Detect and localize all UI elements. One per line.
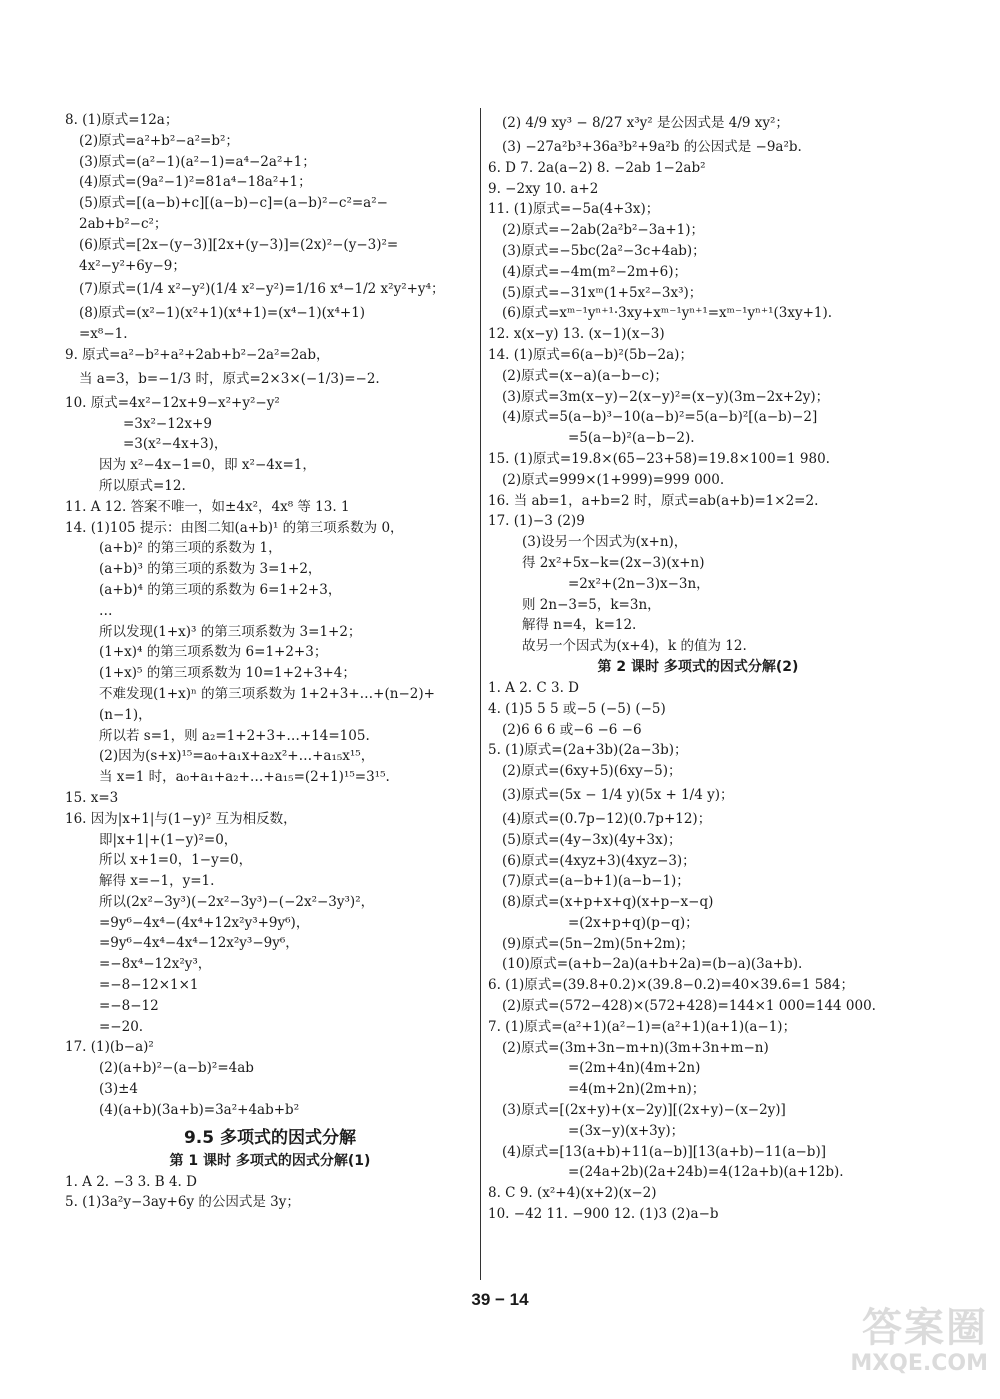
answer-line: 17. (1)−3 (2)9	[488, 513, 585, 530]
answer-line: 1. A 2. −3 3. B 4. D	[65, 1173, 197, 1190]
answer-line: (9)原式=(5n−2m)(5n+2m)；	[502, 935, 694, 952]
answer-line: =(2m+4n)(4m+2n)	[568, 1060, 701, 1077]
answer-line: (2)原式=(3m+3n−m+n)(3m+3n+m−n)	[502, 1039, 769, 1056]
answer-line: =5(a−b)²(a−b−2).	[568, 430, 695, 447]
answer-line: (6)原式=xᵐ⁻¹yⁿ⁺¹·3xy+xᵐ⁻¹yⁿ⁺¹=xᵐ⁻¹yⁿ⁺¹(3xy+1).	[502, 305, 833, 322]
answer-line: (4)(a+b)(3a+b)=3a²+4ab+b²	[99, 1101, 300, 1118]
answer-line: (3)原式=3m(x−y)−2(x−y)²=(x−y)(3m−2x+2y)；	[502, 388, 830, 405]
answer-line: 所以 x+1=0，1−y=0，	[99, 852, 253, 869]
right-column	[488, 110, 908, 1225]
answer-line: =9y⁶−4x⁴−4x⁴−12x²y³−9y⁶，	[99, 935, 299, 952]
answer-line: 14. (1)105 提示：由图二知(a+b)¹ 的第三项系数为 0，	[65, 519, 404, 536]
answer-line: 因为 x²−4x−1=0，即 x²−4x=1，	[99, 457, 316, 474]
answer-line: 12. x(x−y) 13. (x−1)(x−3)	[488, 326, 665, 343]
answer-line: =9y⁶−4x⁴−(4x⁴+12x²y³+9y⁶)，	[99, 914, 310, 931]
answer-line: 10. −42 11. −900 12. (1)3 (2)a−b	[488, 1206, 719, 1223]
watermark-text: 答案圈	[862, 1305, 988, 1351]
answer-line: 解得 x=−1，y=1.	[99, 873, 215, 890]
answer-line: =3x²−12x+9	[123, 415, 212, 432]
answer-line: (2)6 6 6 或−6 −6 −6	[502, 721, 642, 738]
answer-line: 故另一个因式为(x+4)，k 的值为 12.	[522, 638, 747, 655]
answer-line: 16. 因为|x+1|与(1−y)² 互为相反数，	[65, 810, 297, 827]
page-number: 39 − 14	[471, 1290, 529, 1309]
answer-line: (2)(a+b)²−(a−b)²=4ab	[99, 1060, 254, 1077]
watermark-logo	[813, 1305, 988, 1385]
answer-line: 不难发现(1+x)ⁿ 的第三项系数为 1+2+3+…+(n−2)+	[99, 685, 435, 702]
answer-line: 所以(2x²−3y³)(−2x²−3y³)−(−2x²−3y³)²，	[99, 893, 375, 910]
answer-line: (7)原式=(1/4 x²−y²)(1/4 x²−y²)=1/16 x⁴−1/2 x²y²+y⁴；	[79, 281, 445, 298]
answer-line: (4)原式=−4m(m²−2m+6)；	[502, 263, 687, 280]
answer-line: (1+x)⁵ 的第三项系数为 10=1+2+3+4；	[99, 665, 356, 682]
answer-line: =x⁸−1.	[79, 326, 128, 343]
column-divider	[480, 108, 481, 1280]
answer-line: (8)原式=(x²−1)(x²+1)(x⁴+1)=(x⁴−1)(x⁴+1)	[79, 305, 366, 322]
answer-line: 即|x+1|+(1−y)²=0，	[99, 831, 238, 848]
answer-line: 15. (1)原式=19.8×(65−23+58)=19.8×100=1 980.	[488, 450, 830, 467]
answer-line: …	[99, 602, 113, 619]
answer-line: (2)原式=(6xy+5)(6xy−5)；	[502, 763, 682, 780]
watermark-url: MXQE.COM	[850, 1351, 988, 1376]
answer-line: (10)原式=(a+b−2a)(a+b+2a)=(b−a)(3a+b).	[502, 956, 803, 973]
answer-line: (3)原式=(5x − 1/4 y)(5x + 1/4 y)；	[502, 786, 734, 803]
answer-line: 4. (1)5 5 5 或−5 (−5) (−5)	[488, 700, 666, 717]
answer-line: =(2x+p+q)(p−q)；	[568, 914, 699, 931]
lesson-title: 第 2 课时 多项式的因式分解(2)	[597, 658, 799, 675]
answer-line: (2) 4/9 xy³ − 8/27 x³y² 是公因式是 4/9 xy²；	[502, 115, 789, 131]
answer-line: (2)原式=999×(1+999)=999 000.	[502, 471, 725, 488]
answer-line: 17. (1)(b−a)²	[65, 1039, 154, 1056]
answer-line: (3)原式=−5bc(2a²−3c+4ab)；	[502, 242, 706, 259]
answer-line: =−8−12×1×1	[99, 977, 199, 994]
answer-line: (2)原式=−2ab(2a²b²−3a+1)；	[502, 222, 705, 239]
answer-line: (5)原式=(4y−3x)(4y+3x)；	[502, 831, 682, 848]
answer-line: =3(x²−4x+3)，	[123, 436, 228, 453]
answer-line: 10. 原式=4x²−12x+9−x²+y²−y²	[65, 394, 280, 411]
answer-line: 16. 当 ab=1，a+b=2 时，原式=ab(a+b)=1×2=2.	[488, 492, 819, 509]
answer-line: (4)原式=(9a²−1)²=81a⁴−18a²+1；	[79, 174, 312, 191]
answer-line: 14. (1)原式=6(a−b)²(5b−2a)；	[488, 346, 693, 363]
answer-line: (3)设另一个因式为(x+n)，	[522, 534, 688, 551]
answer-line: =−8x⁴−12x²y³，	[99, 956, 212, 973]
answer-line: 1. A 2. C 3. D	[488, 679, 579, 696]
answer-line: 5. (1)3a²y−3ay+6y 的公因式是 3y；	[65, 1194, 300, 1211]
answer-line: =(24a+2b)(2a+24b)=4(12a+b)(a+12b).	[568, 1164, 844, 1181]
lesson-title: 第 1 课时 多项式的因式分解(1)	[169, 1152, 371, 1169]
answer-line: (4)原式=5(a−b)³−10(a−b)²=5(a−b)²[(a−b)−2]	[502, 409, 818, 426]
answer-line: 2ab+b²−c²；	[79, 215, 168, 232]
answer-line: 9. −2xy 10. a+2	[488, 180, 599, 197]
answer-line: 解得 n=4，k=12.	[522, 617, 637, 634]
answer-line: 5. (1)原式=(2a+3b)(2a−3b)；	[488, 742, 688, 759]
answer-line: 8. C 9. (x²+4)(x+2)(x−2)	[488, 1185, 657, 1202]
answer-line: 所以若 s=1，则 a₂=1+2+3+…+14=105.	[99, 727, 370, 744]
answer-line: (a+b)⁴ 的第三项的系数为 6=1+2+3，	[99, 581, 342, 598]
answer-line: (7)原式=(a−b+1)(a−b−1)；	[502, 873, 690, 890]
answer-line: (a+b)³ 的第三项的系数为 3=1+2，	[99, 561, 322, 578]
answer-line: 6. D 7. 2a(a−2) 8. −2ab 1−2ab²	[488, 159, 706, 176]
answer-line: 7. (1)原式=(a²+1)(a²−1)=(a²+1)(a+1)(a−1)；	[488, 1018, 797, 1035]
answer-line: (4)原式=(0.7p−12)(0.7p+12)；	[502, 810, 712, 827]
answer-line: 8. (1)原式=12a；	[65, 112, 179, 128]
answer-line: =2x²+(2n−3)x−3n，	[568, 575, 710, 592]
answer-line: (5)原式=[(a−b)+c][(a−b)−c]=(a−b)²−c²=a²−	[79, 195, 388, 212]
answer-line: 15. x=3	[65, 789, 119, 806]
answer-line: 得 2x²+5x−k=(2x−3)(x+n)	[522, 554, 705, 571]
answer-line: =4(m+2n)(2m+n)；	[568, 1081, 706, 1098]
answer-line: (2)原式=(572−428)×(572+428)=144×1 000=144 000.	[502, 998, 876, 1015]
answer-line: =(3x−y)(x+3y)；	[568, 1122, 685, 1139]
answer-line: 当 a=3，b=−1/3 时，原式=2×3×(−1/3)=−2.	[79, 370, 380, 387]
answer-line: 4x²−y²+6y−9；	[79, 257, 186, 274]
answer-line: (2)原式=a²+b²−a²=b²；	[79, 132, 239, 149]
answer-line: (3)原式=(a²−1)(a²−1)=a⁴−2a²+1；	[79, 153, 316, 170]
answer-line: 11. A 12. 答案不唯一，如±4x²，4x⁸ 等 13. 1	[65, 498, 350, 515]
answer-line: (6)原式=(4xyz+3)(4xyz−3)；	[502, 852, 696, 869]
section-title: 9.5 多项式的因式分解	[183, 1127, 357, 1148]
answer-line: 9. 原式=a²−b²+a²+2ab+b²−2a²=2ab，	[65, 346, 330, 363]
answer-line: (1+x)⁴ 的第三项系数为 6=1+2+3；	[99, 644, 328, 661]
answer-line: (3) −27a²b³+36a³b²+9a²b 的公因式是 −9a²b.	[502, 139, 802, 155]
answer-line: (3)±4	[99, 1081, 139, 1098]
answer-line: (2)原式=(x−a)(a−b−c)；	[502, 367, 668, 384]
answer-line: (n−1)，	[99, 706, 152, 723]
answer-line: =−20.	[99, 1018, 144, 1035]
answer-line: 6. (1)原式=(39.8+0.2)×(39.8−0.2)=40×39.6=1 584；	[488, 977, 854, 994]
answer-line: 所以发现(1+x)³ 的第三项系数为 3=1+2；	[99, 623, 362, 640]
answer-line: (5)原式=−31xᵐ(1+5x²−3x³)；	[502, 284, 703, 301]
left-column	[65, 110, 475, 1213]
answer-line: 当 x=1 时，a₀+a₁+a₂+…+a₁₅=(2+1)¹⁵=3¹⁵.	[99, 769, 390, 786]
answer-line: 11. (1)原式=−5a(4+3x)；	[488, 201, 660, 218]
answer-line: 则 2n−3=5，k=3n，	[522, 596, 661, 613]
answer-line: 所以原式=12.	[99, 477, 186, 494]
answer-line: (6)原式=[2x−(y−3)][2x+(y−3)]=(2x)²−(y−3)²=	[79, 236, 399, 253]
answer-line: =−8−12	[99, 997, 159, 1014]
answer-line: (4)原式=[13(a+b)+11(a−b)][13(a+b)−11(a−b)]	[502, 1143, 826, 1160]
answer-line: (3)原式=[(2x+y)+(x−2y)][(2x+y)−(x−2y)]	[502, 1102, 786, 1119]
answer-line: (a+b)² 的第三项的系数为 1，	[99, 540, 282, 557]
answer-line: (8)原式=(x+p+x+q)(x+p−x−q)	[502, 894, 714, 911]
answer-line: (2)因为(s+x)¹⁵=a₀+a₁x+a₂x²+…+a₁₅x¹⁵，	[99, 748, 375, 765]
